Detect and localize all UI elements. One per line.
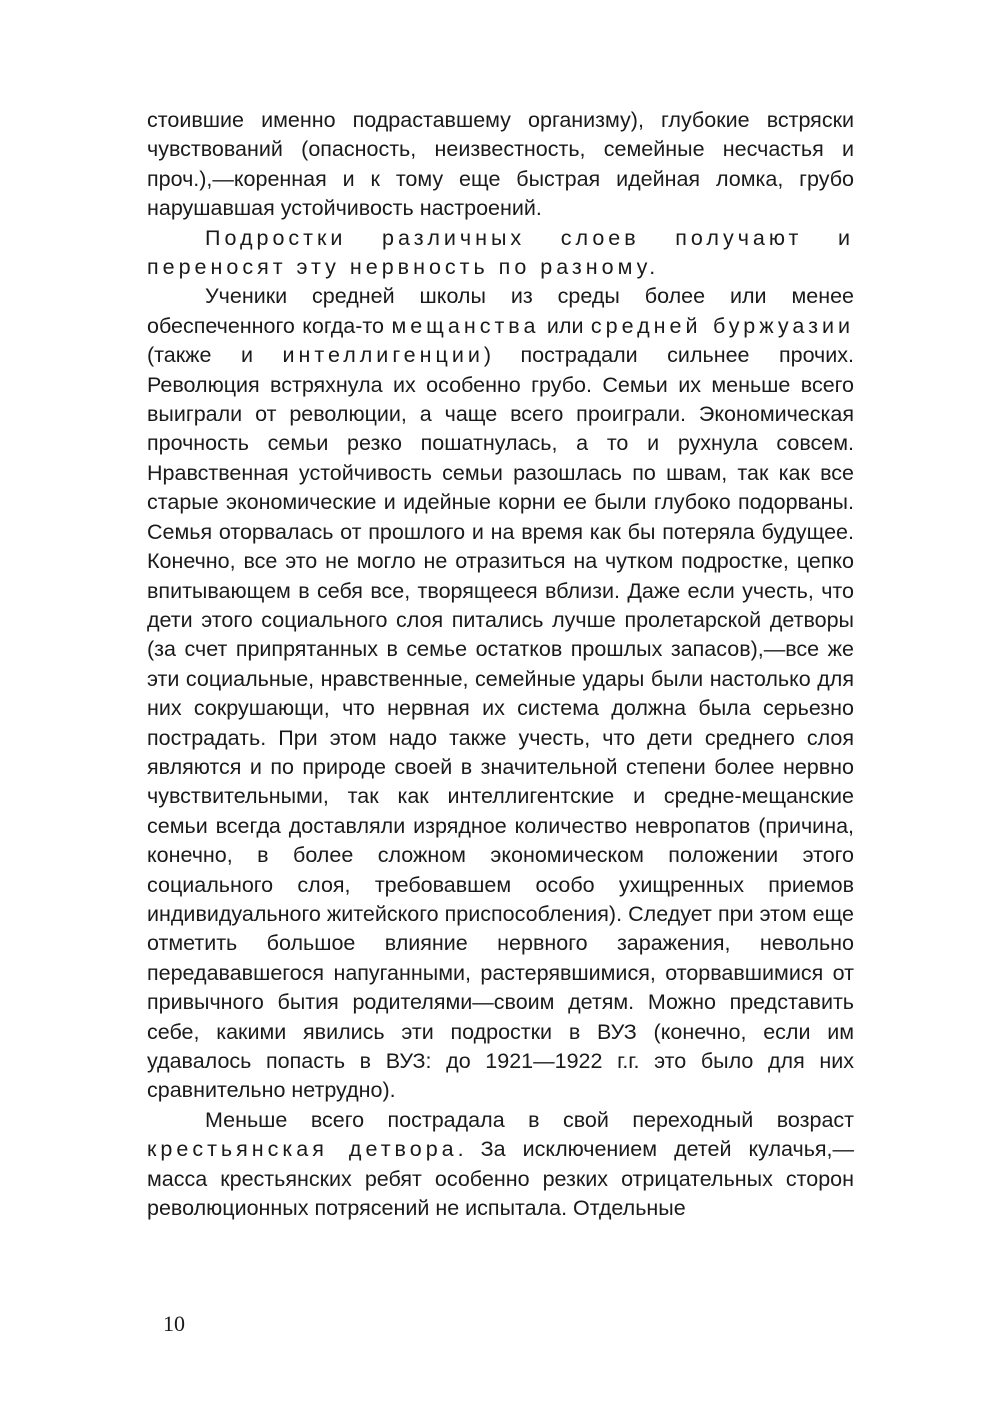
emphasized-text: мещанства bbox=[391, 313, 540, 338]
paragraph-1 bbox=[147, 106, 854, 224]
text-run: или bbox=[539, 313, 591, 338]
emphasized-text: интеллигенции bbox=[282, 343, 484, 368]
text-run: . За исключением детей кулачья,—масса крестьянских ребят особенно резких отрицательных сторон революционных потрясений не испытала. Отдельные bbox=[147, 1137, 855, 1221]
page-number: 10 bbox=[163, 1311, 185, 1336]
text-run: Ученики средней школы из среды более или менее обеспеченного когда-то bbox=[147, 284, 854, 338]
paragraph-4 bbox=[147, 1106, 854, 1224]
text-run: стоившие именно подраставшему организму), глубокие встряски чувствований (опасность, неизвестность, семейные несчастья и проч.),—коренная и к тому еще быстрая идейная ломка, грубо нарушавшая устойчивость настроений. bbox=[147, 108, 854, 221]
emphasized-text: Подростки различных слоев получают и переносят эту нервность по разному. bbox=[147, 225, 854, 280]
emphasized-text: крестьянская детвора bbox=[147, 1137, 458, 1162]
paragraph-3 bbox=[147, 282, 854, 1105]
text-run: ) пострадали сильнее прочих. Революция встряхнула их особенно грубо. Семьи их меньше всего выиграли от революции, а чаще всего проиграли. Экономическая прочность семьи резко пошатнулась, а то и рухнула совсем. Нравственная устойчивость семьи разошлась по швам, так как все старые экономические и идейные корни ее были глубоко подорваны. Семья оторвалась от прошлого и на время как бы потеряла будущее. Конечно, все это не могло не отразиться на чутком подростке, цепко впитывающем в себя все, творящееся вблизи. Даже если учесть, что дети этого социального слоя питались лучше пролетарской детворы (за счет припрятанных в семье остатков прошлых запасов),—все же эти социальные, нравственные, семейные удары были настолько для них сокрушающи, что нервная их система должна была серьезно пострадать. При этом надо также учесть, что дети среднего слоя являются и по природе своей в значительной степени более нервно чувствительными, так как интеллигентские и средне-мещанские семьи всегда доставляли изрядное количество невропатов (причина, конечно, в более сложном экономическом положении этого социального слоя, требовавшем особо ухищренных приемов индивидуального житейского приспособления). Следует при этом еще отметить большое влияние нервного заражения, невольно передававшегося напуганными, растерявшимися, оторвавшимися от привычного бытия родителями—своим детям. Можно представить себе, какими явились эти подростки в ВУЗ (конечно, если им удавалось попасть в ВУЗ: до 1921—1922 г.г. это было для них сравнительно нетрудно). bbox=[147, 343, 854, 1103]
page-body bbox=[147, 106, 854, 1223]
text-run: (также и bbox=[147, 343, 283, 368]
paragraph-2 bbox=[147, 224, 854, 283]
emphasized-text: средней буржуазии bbox=[590, 313, 854, 338]
text-run: Меньше всего пострадала в свой переходный возраст bbox=[205, 1107, 854, 1132]
